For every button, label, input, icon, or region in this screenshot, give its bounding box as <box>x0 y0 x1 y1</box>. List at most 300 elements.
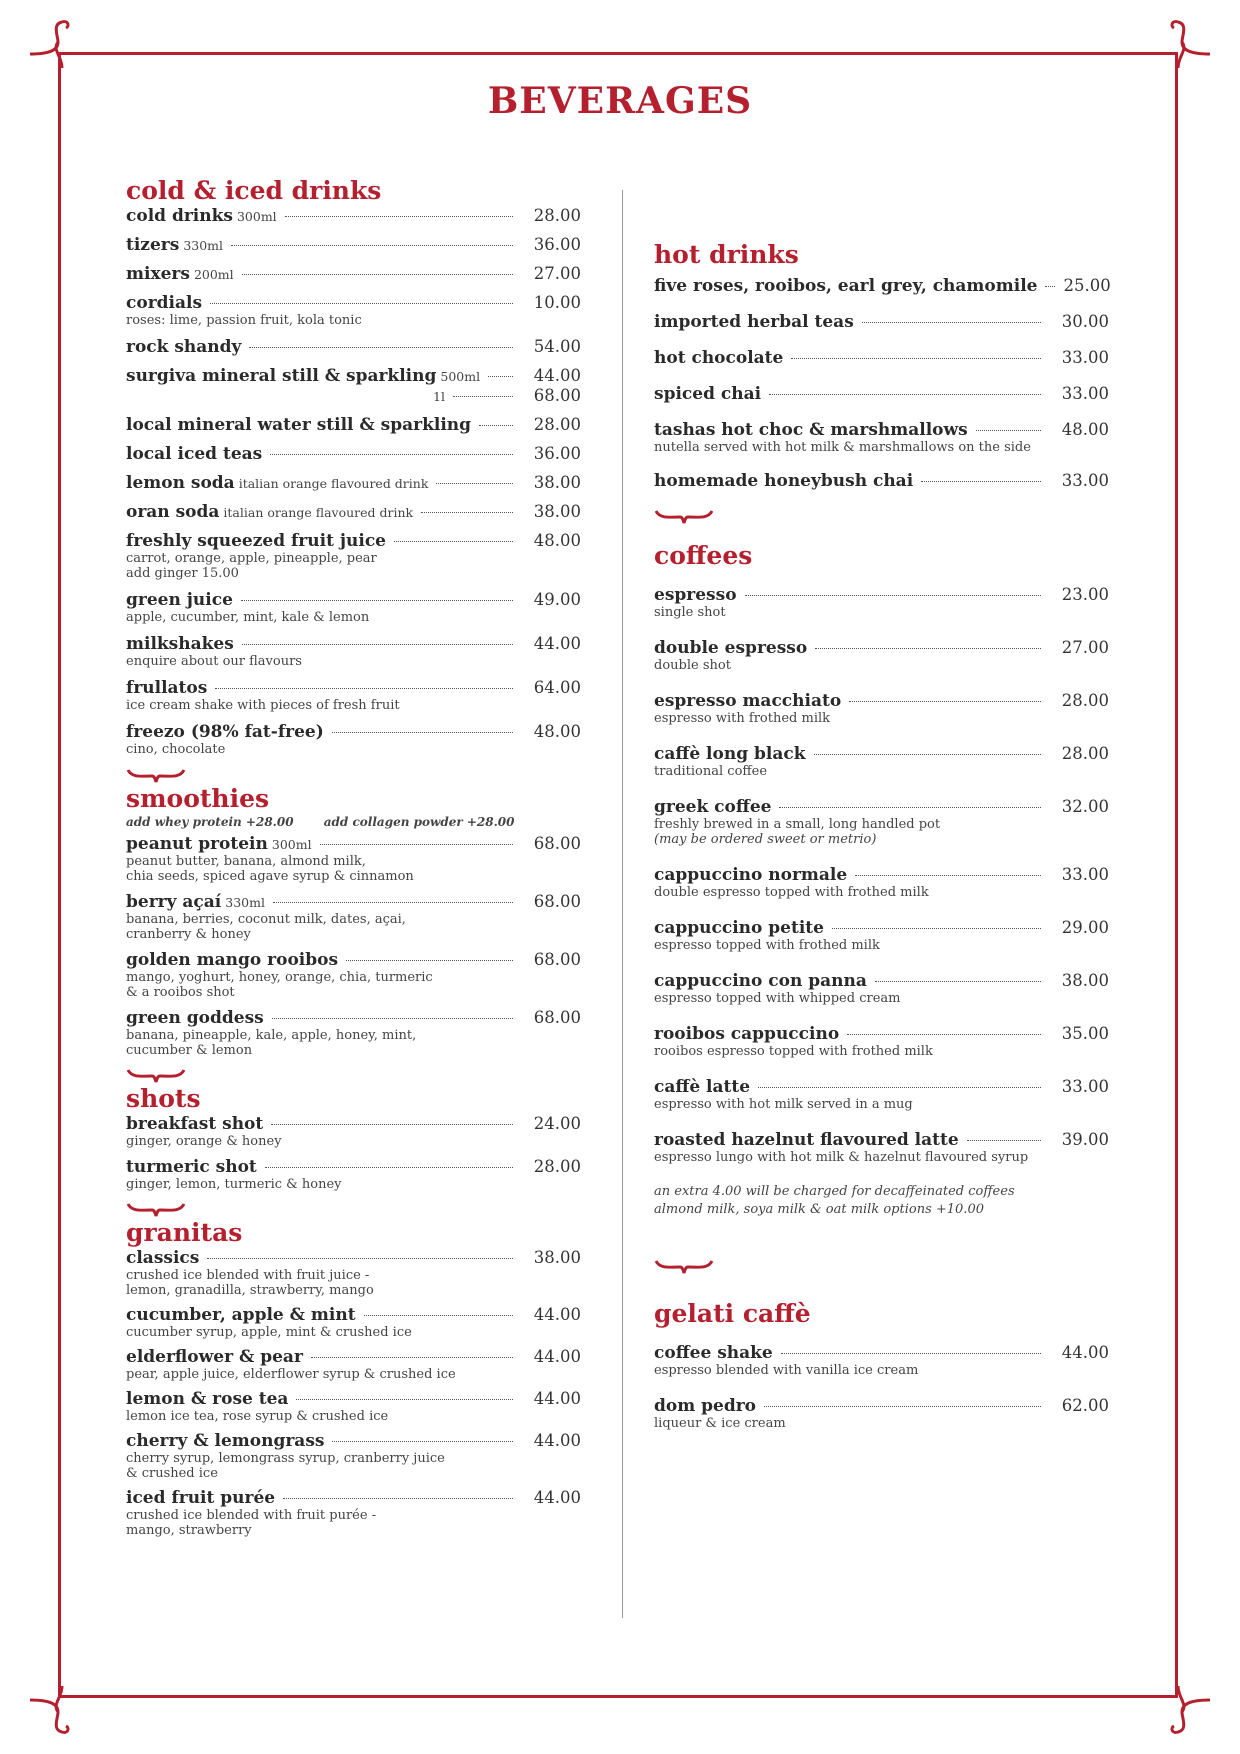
dot-leader <box>394 541 513 542</box>
menu-item <box>126 834 581 884</box>
menu-item <box>654 865 1109 900</box>
menu-item <box>654 918 1109 953</box>
menu-item-price: 62.00 <box>1061 1396 1109 1415</box>
menu-item-row <box>654 1130 1109 1150</box>
menu-item-price: 68.00 <box>533 892 581 911</box>
menu-item-name: berry açaí <box>126 892 222 912</box>
menu-item-row <box>126 1389 581 1409</box>
menu-item-row <box>126 1431 581 1451</box>
menu-item-price: 44.00 <box>533 1305 581 1324</box>
menu-item-name: frullatos <box>126 678 208 698</box>
menu-item-price: 44.00 <box>533 1389 581 1408</box>
menu-item-price: 68.00 <box>533 834 581 853</box>
menu-item <box>126 1347 581 1382</box>
hot-items <box>654 276 1109 491</box>
menu-item-size: 330ml <box>225 895 265 910</box>
left-column <box>126 176 581 1545</box>
menu-item-row <box>654 585 1109 605</box>
menu-item-row <box>654 348 1109 368</box>
menu-item-name: tizers <box>126 235 180 255</box>
menu-item-description: mango, yoghurt, honey, orange, chia, turmeric <box>126 970 433 985</box>
menu-item-description: ginger, orange & honey <box>126 1134 282 1149</box>
decaf-note: an extra 4.00 will be charged for decaffeinated coffees <box>654 1184 1015 1199</box>
menu-item-name: lemon soda <box>126 473 235 493</box>
menu-item-row <box>654 1077 1109 1097</box>
dot-leader <box>488 376 513 377</box>
menu-item-name: lemon & rose tea <box>126 1389 289 1409</box>
menu-item-description: cucumber & lemon <box>126 1043 253 1058</box>
page-title: BEVERAGES <box>487 80 753 122</box>
menu-item-name: homemade honeybush chai <box>654 471 914 491</box>
menu-item-description: ice cream shake with pieces of fresh fruit <box>126 698 400 713</box>
menu-item-size: 1l <box>433 389 445 404</box>
menu-item-name: oran soda <box>126 502 220 522</box>
menu-item <box>654 1396 1109 1431</box>
dot-leader <box>421 512 513 513</box>
dot-leader <box>296 1399 513 1400</box>
dot-leader <box>273 902 513 903</box>
dot-leader <box>1045 286 1055 287</box>
shot-items <box>126 1114 581 1192</box>
menu-item-description: crushed ice blended with fruit juice - <box>126 1268 370 1283</box>
menu-item-price: 30.00 <box>1061 312 1109 331</box>
menu-item-description: & crushed ice <box>126 1466 218 1481</box>
menu-item-name: cappuccino petite <box>654 918 824 938</box>
menu-item-price: 24.00 <box>533 1114 581 1133</box>
menu-item-name: cold drinks <box>126 206 233 226</box>
menu-item-description: crushed ice blended with fruit purée - <box>126 1508 377 1523</box>
menu-item-price: 64.00 <box>533 678 581 697</box>
menu-item-price: 44.00 <box>533 634 581 653</box>
dot-leader <box>764 1406 1041 1407</box>
dot-leader <box>242 644 513 645</box>
menu-item-row <box>126 950 581 970</box>
menu-item-description: cranberry & honey <box>126 927 251 942</box>
menu-item-row <box>126 206 581 226</box>
smoothies-note-collagen: add collagen powder +28.00 <box>323 815 515 829</box>
menu-item-price: 38.00 <box>533 502 581 521</box>
section-title-coffees: coffees <box>654 541 753 570</box>
granita-items <box>126 1248 581 1538</box>
menu-item <box>654 585 1109 620</box>
menu-item-price: 49.00 <box>533 590 581 609</box>
menu-item-row <box>654 744 1109 764</box>
dot-leader <box>875 981 1041 982</box>
menu-item <box>126 1389 581 1424</box>
menu-item <box>654 971 1109 1006</box>
dot-leader <box>769 394 1041 395</box>
menu-item <box>126 1305 581 1340</box>
dot-leader <box>791 358 1041 359</box>
dot-leader <box>847 1034 1041 1035</box>
menu-item-description: espresso blended with vanilla ice cream <box>654 1363 919 1378</box>
menu-item-description: banana, berries, coconut milk, dates, açai, <box>126 912 406 927</box>
dot-leader <box>745 595 1041 596</box>
dot-leader <box>215 688 513 689</box>
menu-item-name: roasted hazelnut flavoured latte <box>654 1130 959 1150</box>
menu-item-description: espresso with frothed milk <box>654 711 831 726</box>
menu-item-description: cino, chocolate <box>126 742 226 757</box>
menu-item-name: cordials <box>126 293 203 313</box>
menu-item <box>126 634 581 669</box>
dot-leader <box>832 928 1041 929</box>
menu-item <box>654 1343 1109 1378</box>
menu-item-description: espresso topped with frothed milk <box>654 938 880 953</box>
brace-divider-icon <box>654 1257 714 1275</box>
dot-leader <box>781 1353 1041 1354</box>
menu-item-name: freshly squeezed fruit juice <box>126 531 386 551</box>
menu-item-price: 10.00 <box>533 293 581 312</box>
menu-item-name: golden mango rooibos <box>126 950 339 970</box>
menu-item <box>654 1077 1109 1112</box>
column-divider <box>622 190 623 1618</box>
dot-leader <box>862 322 1041 323</box>
menu-item-price: 38.00 <box>533 473 581 492</box>
milk-options-note: almond milk, soya milk & oat milk options +10.00 <box>654 1202 984 1217</box>
menu-item-price: 36.00 <box>533 444 581 463</box>
menu-item-row <box>126 1488 581 1508</box>
menu-item-price: 48.00 <box>1061 420 1109 439</box>
menu-item-description: carrot, orange, apple, pineapple, pear <box>126 551 377 566</box>
menu-item-price: 54.00 <box>533 337 581 356</box>
menu-item-price: 33.00 <box>1061 384 1109 403</box>
menu-item-description: enquire about our flavours <box>126 654 302 669</box>
dot-leader <box>270 454 513 455</box>
dot-leader <box>849 701 1041 702</box>
menu-item <box>126 415 581 435</box>
menu-item-row <box>654 971 1109 991</box>
dot-leader <box>364 1315 513 1316</box>
menu-item <box>654 276 1109 296</box>
menu-item-price: 39.00 <box>1061 1130 1109 1149</box>
menu-item-name: rooibos cappuccino <box>654 1024 840 1044</box>
coffee-footnote <box>654 1183 1109 1219</box>
menu-item <box>654 384 1109 404</box>
menu-item-name: iced fruit purée <box>126 1488 276 1508</box>
dot-leader <box>207 1258 513 1259</box>
section-title-gelati: gelati caffè <box>654 1299 811 1328</box>
menu-item <box>654 312 1109 332</box>
menu-item-name: double espresso <box>654 638 808 658</box>
section-title-granitas: granitas <box>126 1218 243 1247</box>
corner-flourish-icon <box>22 16 82 76</box>
menu-item <box>126 950 581 1000</box>
menu-item-row <box>126 264 581 284</box>
menu-item <box>126 264 581 284</box>
menu-item-name: breakfast shot <box>126 1114 264 1134</box>
right-column <box>654 240 1109 1449</box>
menu-item-price: 68.00 <box>533 950 581 969</box>
menu-item-row <box>654 638 1109 658</box>
menu-item-price: 27.00 <box>1061 638 1109 657</box>
smoothie-items <box>126 834 581 1058</box>
menu-item-description: freshly brewed in a small, long handled pot <box>654 817 941 832</box>
menu-item-name: turmeric shot <box>126 1157 257 1177</box>
gelati-items <box>654 1343 1109 1431</box>
dot-leader <box>249 347 513 348</box>
menu-item-price: 38.00 <box>1061 971 1109 990</box>
menu-item-name: elderflower & pear <box>126 1347 303 1367</box>
menu-item-row <box>126 1248 581 1268</box>
menu-item-name: rock shandy <box>126 337 242 357</box>
menu-item <box>126 337 581 357</box>
menu-item-row <box>654 865 1109 885</box>
menu-item-price: 28.00 <box>533 415 581 434</box>
menu-item <box>126 206 581 226</box>
menu-item-name: five roses, rooibos, earl grey, chamomile <box>654 276 1038 296</box>
menu-item-price: 33.00 <box>1061 1077 1109 1096</box>
menu-item-name: classics <box>126 1248 200 1268</box>
menu-item-name: spiced chai <box>654 384 762 404</box>
section-title-hot: hot drinks <box>654 240 799 269</box>
menu-item <box>126 444 581 464</box>
dot-leader <box>758 1087 1041 1088</box>
menu-item <box>126 1248 581 1298</box>
menu-item-row <box>654 384 1109 404</box>
menu-item-description: cherry syrup, lemongrass syrup, cranberry juice <box>126 1451 445 1466</box>
menu-item-row <box>654 1396 1109 1416</box>
dot-leader <box>479 425 513 426</box>
dot-leader <box>285 216 513 217</box>
menu-item-name: green goddess <box>126 1008 264 1028</box>
dot-leader <box>976 430 1041 431</box>
menu-item-row <box>126 678 581 698</box>
menu-item-row <box>654 918 1109 938</box>
menu-item-name: imported herbal teas <box>654 312 854 332</box>
menu-item-price: 44.00 <box>533 1431 581 1450</box>
menu-item-size: italian orange flavoured drink <box>223 505 414 520</box>
menu-item-name: mixers <box>126 264 190 284</box>
menu-item-description: chia seeds, spiced agave syrup & cinnamon <box>126 869 414 884</box>
menu-item <box>654 348 1109 368</box>
menu-item-price: 32.00 <box>1061 797 1109 816</box>
menu-item-description: liqueur & ice cream <box>654 1416 786 1431</box>
menu-item-row <box>126 235 581 255</box>
menu-item-name: local iced teas <box>126 444 263 464</box>
dot-leader <box>436 483 513 484</box>
menu-item-description: ginger, lemon, turmeric & honey <box>126 1177 342 1192</box>
menu-item-name: local mineral water still & sparkling <box>126 415 472 435</box>
menu-item <box>126 235 581 255</box>
menu-item-row <box>126 473 581 493</box>
menu-item-name: green juice <box>126 590 233 610</box>
brace-divider-icon <box>126 766 186 784</box>
menu-item-name: caffè latte <box>654 1077 751 1097</box>
menu-item-row <box>126 722 581 742</box>
dot-leader <box>283 1498 513 1499</box>
menu-item-name: cappuccino con panna <box>654 971 867 991</box>
menu-item-name: peanut protein <box>126 834 268 854</box>
menu-item <box>126 1431 581 1481</box>
menu-item-description: traditional coffee <box>654 764 768 779</box>
menu-item-name: espresso <box>654 585 737 605</box>
menu-item-price: 68.00 <box>533 1008 581 1027</box>
menu-item-description: lemon, granadilla, strawberry, mango <box>126 1283 374 1298</box>
menu-item-name: tashas hot choc & marshmallows <box>654 420 968 440</box>
menu-item-row <box>126 1305 581 1325</box>
dot-leader <box>311 1357 513 1358</box>
cold-items <box>126 206 581 757</box>
menu-item-row <box>126 1347 581 1367</box>
dot-leader <box>265 1167 513 1168</box>
menu-item-description: espresso lungo with hot milk & hazelnut flavoured syrup <box>654 1150 1029 1165</box>
menu-item-description: cucumber syrup, apple, mint & crushed ice <box>126 1325 412 1340</box>
menu-item-price: 48.00 <box>533 722 581 741</box>
menu-item-size: 200ml <box>193 267 234 282</box>
menu-item-description: peanut butter, banana, almond milk, <box>126 854 366 869</box>
menu-item-price: 48.00 <box>533 531 581 550</box>
corner-flourish-icon <box>1158 1678 1218 1738</box>
menu-item <box>126 1008 581 1058</box>
menu-item-description: double shot <box>654 658 731 673</box>
menu-item-row <box>126 590 581 610</box>
menu-item <box>654 471 1109 491</box>
menu-item-row <box>126 1008 581 1028</box>
menu-item-row <box>126 337 581 357</box>
menu-item-size: 500ml <box>440 369 481 384</box>
menu-item-row <box>654 1343 1109 1363</box>
menu-item <box>126 590 581 625</box>
menu-item-size: italian orange flavoured drink <box>238 476 429 491</box>
menu-item <box>654 1130 1109 1165</box>
menu-item-price: 35.00 <box>1061 1024 1109 1043</box>
menu-item-row <box>126 1114 581 1134</box>
menu-item <box>126 473 581 493</box>
coffee-items <box>654 585 1109 1165</box>
menu-item <box>126 293 581 328</box>
menu-item-price: 28.00 <box>533 206 581 225</box>
menu-item-description: double espresso topped with frothed milk <box>654 885 929 900</box>
menu-item-name: hot chocolate <box>654 348 784 368</box>
menu-item-size: 300ml <box>236 209 277 224</box>
menu-item <box>126 892 581 942</box>
menu-item-name: caffè long black <box>654 744 806 764</box>
menu-item-size: 330ml <box>183 238 224 253</box>
menu-item <box>126 366 581 406</box>
menu-item <box>654 420 1109 455</box>
menu-item-price: 28.00 <box>1061 744 1109 763</box>
menu-item <box>126 1157 581 1192</box>
menu-item-row <box>654 276 1109 296</box>
menu-item <box>654 1024 1109 1059</box>
menu-item-price: 27.00 <box>533 264 581 283</box>
dot-leader <box>346 960 513 961</box>
menu-item-name: cherry & lemongrass <box>126 1431 325 1451</box>
dot-leader <box>241 600 513 601</box>
menu-item-row <box>126 834 581 854</box>
menu-item <box>126 678 581 713</box>
menu-item-price: 28.00 <box>1061 691 1109 710</box>
menu-item-price: 44.00 <box>533 1347 581 1366</box>
dot-leader <box>332 732 513 733</box>
menu-item-price: 68.00 <box>533 386 581 405</box>
menu-item-price: 23.00 <box>1061 585 1109 604</box>
menu-item-description: mango, strawberry <box>126 1523 252 1538</box>
menu-item-row <box>126 1157 581 1177</box>
menu-item <box>126 1114 581 1149</box>
menu-item-price: 36.00 <box>533 235 581 254</box>
menu-item-note: (may be ordered sweet or metrio) <box>654 832 877 847</box>
menu-item-row <box>654 797 1109 817</box>
menu-item-name: greek coffee <box>654 797 772 817</box>
menu-item-name: coffee shake <box>654 1343 773 1363</box>
menu-item-description: nutella served with hot milk & marshmallows on the side <box>654 440 1031 455</box>
menu-item-row <box>654 691 1109 711</box>
menu-item-price: 29.00 <box>1061 918 1109 937</box>
menu-item-description: espresso with hot milk served in a mug <box>654 1097 913 1112</box>
menu-item-row <box>126 415 581 435</box>
corner-flourish-icon <box>22 1678 82 1738</box>
menu-item-description: rooibos espresso topped with frothed milk <box>654 1044 933 1059</box>
menu-item <box>126 722 581 757</box>
dot-leader <box>921 481 1041 482</box>
menu-item-price: 44.00 <box>1061 1343 1109 1362</box>
smoothies-note <box>126 814 581 830</box>
menu-item-price: 28.00 <box>533 1157 581 1176</box>
brace-divider-icon <box>654 507 714 525</box>
dot-leader <box>271 1124 513 1125</box>
menu-item <box>654 691 1109 726</box>
section-title-shots: shots <box>126 1084 201 1113</box>
menu-item-price: 38.00 <box>533 1248 581 1267</box>
menu-item-description: single shot <box>654 605 726 620</box>
dot-leader <box>242 274 513 275</box>
menu-item-row <box>654 420 1109 440</box>
menu-item <box>126 502 581 522</box>
dot-leader <box>855 875 1041 876</box>
menu-item-description: & a rooibos shot <box>126 985 235 1000</box>
menu-item <box>654 797 1109 847</box>
menu-item-name: surgiva mineral still & sparkling <box>126 366 437 386</box>
section-title-cold: cold & iced drinks <box>126 176 382 205</box>
menu-item-name: milkshakes <box>126 634 234 654</box>
menu-item-row <box>654 1024 1109 1044</box>
brace-divider-icon <box>126 1200 186 1218</box>
menu-item-description: espresso topped with whipped cream <box>654 991 901 1006</box>
menu-item-price: 25.00 <box>1063 276 1111 295</box>
menu-item-row <box>654 312 1109 332</box>
menu-item-price: 33.00 <box>1061 348 1109 367</box>
menu-item-price: 33.00 <box>1061 865 1109 884</box>
menu-item <box>126 531 581 581</box>
menu-item-price: 44.00 <box>533 1488 581 1507</box>
dot-leader <box>210 303 513 304</box>
menu-item <box>654 638 1109 673</box>
menu-item-name: dom pedro <box>654 1396 757 1416</box>
menu-item-name: espresso macchiato <box>654 691 842 711</box>
menu-item-row <box>126 366 581 386</box>
menu-item-row <box>126 444 581 464</box>
menu-item-row <box>126 502 581 522</box>
menu-item-size: 300ml <box>271 837 312 852</box>
menu-item-description: lemon ice tea, rose syrup & crushed ice <box>126 1409 389 1424</box>
dot-leader <box>320 844 513 845</box>
menu-item-name: freezo (98% fat-free) <box>126 722 324 742</box>
menu-item-name: cucumber, apple & mint <box>126 1305 356 1325</box>
smoothies-note-whey: add whey protein +28.00 <box>126 815 294 829</box>
menu-item-price: 44.00 <box>533 366 581 385</box>
menu-item-row <box>126 531 581 551</box>
menu-item-row <box>654 471 1109 491</box>
brace-divider-icon <box>126 1066 186 1084</box>
menu-item-row <box>126 892 581 912</box>
menu-item-description: apple, cucumber, mint, kale & lemon <box>126 610 370 625</box>
corner-flourish-icon <box>1158 16 1218 76</box>
dot-leader <box>967 1140 1041 1141</box>
menu-item-description: banana, pineapple, kale, apple, honey, mint, <box>126 1028 417 1043</box>
menu-item <box>654 744 1109 779</box>
dot-leader <box>815 648 1041 649</box>
